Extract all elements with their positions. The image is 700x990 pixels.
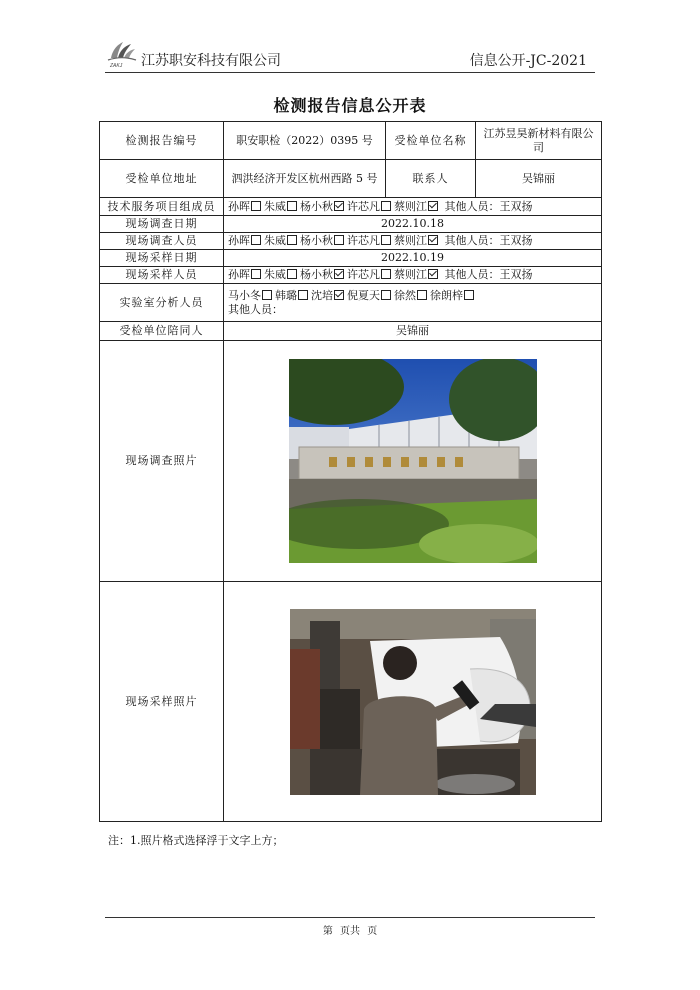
page-footer bbox=[0, 922, 700, 937]
contact-label: 联系人 bbox=[386, 160, 476, 198]
survey-staff-other: 其他人员：王双扬 bbox=[444, 234, 533, 247]
person-name: 蔡则江 bbox=[394, 199, 427, 213]
sampling-staff-label: 现场采样人员 bbox=[100, 267, 224, 284]
page-footer-mid: 页共 bbox=[340, 926, 360, 937]
company-name: 江苏职安科技有限公司 bbox=[141, 53, 281, 69]
page-footer-start: 第 bbox=[322, 926, 333, 937]
survey-date-value: 2022.10.18 bbox=[224, 216, 602, 233]
empty-box-icon bbox=[298, 290, 308, 300]
company-logo-icon bbox=[105, 36, 139, 70]
sampling-staff-checklist bbox=[228, 268, 441, 281]
table-row bbox=[100, 250, 602, 267]
sampling-date-value: 2022.10.19 bbox=[224, 250, 602, 267]
person-name: 蔡则江 bbox=[394, 234, 427, 247]
empty-box-icon bbox=[251, 269, 261, 279]
table-row bbox=[100, 267, 602, 284]
lab-staff-value bbox=[224, 284, 602, 322]
survey-date-label: 现场调查日期 bbox=[100, 216, 224, 233]
lab-staff-label: 实验室分析人员 bbox=[100, 284, 224, 322]
empty-box-icon bbox=[251, 235, 261, 245]
person-name: 孙晖 bbox=[228, 268, 250, 281]
empty-box-icon bbox=[287, 235, 297, 245]
lab-staff-checklist bbox=[228, 289, 597, 303]
empty-box-icon bbox=[381, 235, 391, 245]
table-row bbox=[100, 322, 602, 341]
person-name: 徐朗梓 bbox=[430, 288, 463, 302]
sampling-photo-cell bbox=[224, 582, 602, 822]
person-name: 徐然 bbox=[394, 288, 416, 302]
contact-value: 吴锦丽 bbox=[476, 160, 602, 198]
info-table bbox=[99, 121, 602, 822]
checked-box-icon bbox=[334, 201, 344, 211]
address-label: 受检单位地址 bbox=[100, 160, 224, 198]
survey-photo bbox=[289, 359, 537, 563]
person-name: 许芯凡 bbox=[347, 234, 380, 247]
report-no-value: 职安职检（2022）0395 号 bbox=[224, 122, 386, 160]
checked-box-icon bbox=[334, 290, 344, 300]
team-checklist bbox=[228, 200, 441, 213]
person-name: 朱威 bbox=[264, 199, 286, 213]
table-row bbox=[100, 284, 602, 322]
person-name: 孙晖 bbox=[228, 199, 250, 213]
team-other: 其他人员：王双扬 bbox=[444, 199, 533, 213]
person-name: 马小冬 bbox=[228, 288, 261, 302]
person-name: 杨小秋 bbox=[300, 199, 333, 213]
person-name: 杨小秋 bbox=[300, 234, 333, 247]
table-row bbox=[100, 122, 602, 160]
page-title: 检测报告信息公开表 bbox=[273, 96, 427, 115]
person-name: 韩璐 bbox=[275, 288, 297, 302]
page-header bbox=[105, 38, 595, 73]
survey-photo-label: 现场调查照片 bbox=[100, 341, 224, 582]
page-footer-end: 页 bbox=[367, 926, 378, 937]
table-row bbox=[100, 160, 602, 198]
sampling-photo-label: 现场采样照片 bbox=[100, 582, 224, 822]
team-value bbox=[224, 198, 602, 216]
survey-staff-checklist bbox=[228, 234, 441, 247]
table-row bbox=[100, 341, 602, 582]
survey-photo-cell bbox=[224, 341, 602, 582]
survey-staff-label: 现场调查人员 bbox=[100, 233, 224, 250]
svg-text:ZAKJ: ZAKJ bbox=[110, 63, 123, 69]
table-row bbox=[100, 216, 602, 233]
person-name: 许芯凡 bbox=[347, 268, 380, 281]
client-value: 江苏昱昊新材料有限公司 bbox=[476, 122, 602, 160]
escort-value: 吴锦丽 bbox=[224, 322, 602, 341]
sampling-staff-other: 其他人员：王双扬 bbox=[444, 268, 533, 281]
report-no-label: 检测报告编号 bbox=[100, 122, 224, 160]
escort-label: 受检单位陪同人 bbox=[100, 322, 224, 341]
empty-box-icon bbox=[262, 290, 272, 300]
person-name: 许芯凡 bbox=[347, 199, 380, 213]
person-name: 沈培 bbox=[311, 288, 333, 302]
empty-box-icon bbox=[334, 235, 344, 245]
sampling-photo bbox=[290, 609, 536, 795]
empty-box-icon bbox=[251, 201, 261, 211]
empty-box-icon bbox=[287, 269, 297, 279]
person-name: 朱威 bbox=[264, 234, 286, 247]
table-row bbox=[100, 582, 602, 822]
person-name: 孙晖 bbox=[228, 234, 250, 247]
person-name: 蔡则江 bbox=[394, 268, 427, 281]
footer-divider bbox=[105, 917, 595, 918]
empty-box-icon bbox=[381, 201, 391, 211]
lab-staff-other: 其他人员： bbox=[228, 302, 283, 316]
empty-box-icon bbox=[381, 269, 391, 279]
person-name: 杨小秋 bbox=[300, 268, 333, 281]
empty-box-icon bbox=[464, 290, 474, 300]
table-row bbox=[100, 233, 602, 250]
empty-box-icon bbox=[287, 201, 297, 211]
footnote: 注：1.照片格式选择浮于文字上方； bbox=[108, 834, 284, 847]
checked-box-icon bbox=[334, 269, 344, 279]
sampling-staff-value bbox=[224, 267, 602, 284]
client-label: 受检单位名称 bbox=[386, 122, 476, 160]
checked-box-icon bbox=[428, 201, 438, 211]
address-value: 泗洪经济开发区杭州西路 5 号 bbox=[224, 160, 386, 198]
empty-box-icon bbox=[381, 290, 391, 300]
checked-box-icon bbox=[428, 235, 438, 245]
sampling-date-label: 现场采样日期 bbox=[100, 250, 224, 267]
person-name: 倪夏天 bbox=[347, 288, 380, 302]
empty-box-icon bbox=[417, 290, 427, 300]
person-name: 朱威 bbox=[264, 268, 286, 281]
survey-staff-value bbox=[224, 233, 602, 250]
table-row bbox=[100, 198, 602, 216]
checked-box-icon bbox=[428, 269, 438, 279]
document-code: 信息公开-JC-2021 bbox=[469, 53, 587, 69]
team-label: 技术服务项目组成员 bbox=[100, 198, 224, 216]
